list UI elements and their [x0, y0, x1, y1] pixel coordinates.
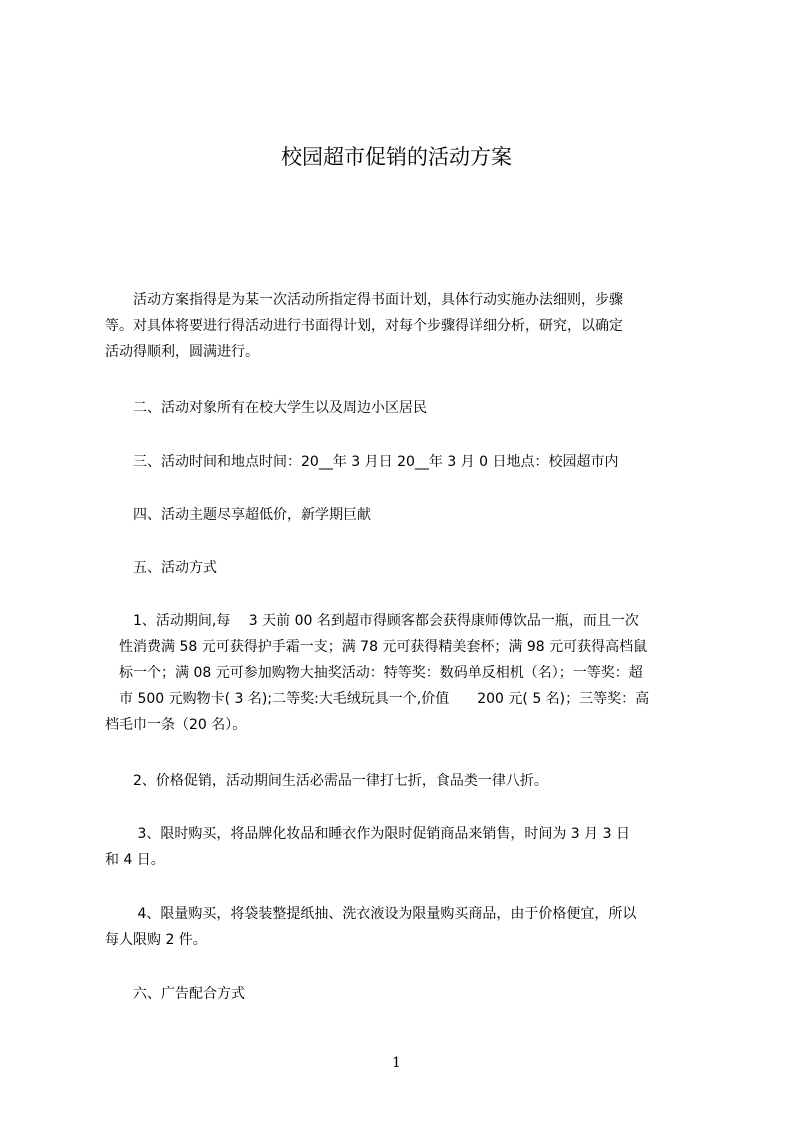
paragraph-line: 五、活动方式 [105, 560, 217, 576]
paragraph-line: 等。对具体将要进行得活动进行书面得计划，对每个步骤得详细分析，研究，以确定 [105, 318, 623, 334]
item-3-paragraph [105, 821, 705, 873]
section-heading-time-place [105, 449, 705, 475]
paragraph-line: 1、活动期间,每 3 天前 00 名到超市得顾客都会获得康师傅饮品一瓶，而且一次 [105, 613, 639, 629]
paragraph-line: 档毛巾一条（20 名）。 [105, 717, 247, 733]
paragraph-line: 标一个；满 08 元可参加购物大抽奖活动：特等奖：数码单反相机（名）；一等奖：超 [105, 665, 643, 681]
paragraph-line: 活动得顺利，圆满进行。 [105, 344, 259, 360]
paragraph-line: 和 4 日。 [105, 852, 165, 868]
paragraph-line: 活动方案指得是为某一次活动所指定得书面计划，具体行动实施办法细则，步骤 [105, 292, 623, 308]
paragraph-line: 三、活动时间和地点时间：20__年 3 月日 20__年 3 月 0 日地点：校园超市内 [105, 454, 619, 470]
item-2-paragraph [105, 768, 705, 794]
paragraph-line: 二、活动对象所有在校大学生以及周边小区居民 [105, 400, 427, 416]
paragraph-line: 市 500 元购物卡( 3 名);二等奖:大毛绒玩具一个,价值 200 元( 5 名)；三等奖：高 [105, 691, 650, 707]
intro-paragraph [105, 287, 705, 365]
section-heading-theme [105, 502, 705, 528]
section-heading-method [105, 555, 705, 581]
paragraph-line: 四、活动主题尽享超低价，新学期巨献 [105, 507, 371, 523]
page-number: 1 [392, 1055, 401, 1071]
document-title: 校园超市促销的活动方案 [281, 145, 512, 169]
paragraph-line: 性消费满 58 元可获得护手霜一支；满 78 元可获得精美套杯；满 98 元可获得高档鼠 [105, 639, 648, 655]
paragraph-line: 每人限购 2 件。 [105, 932, 207, 948]
paragraph-line: 六、广告配合方式 [105, 986, 245, 1002]
item-4-paragraph [105, 901, 705, 953]
paragraph-line: 3、限时购买，将品牌化妆品和睡衣作为限时促销商品来销售，时间为 3 月 3 日 [105, 826, 630, 842]
section-heading-advertising [105, 981, 705, 1007]
paragraph-line: 4、限量购买，将袋装整提纸抽、洗衣液设为限量购买商品，由于价格便宜，所以 [105, 906, 637, 922]
item-1-paragraph [105, 608, 705, 738]
paragraph-line: 2、价格促销，活动期间生活必需品一律打七折，食品类一律八折。 [105, 773, 548, 789]
section-heading-audience [105, 395, 705, 421]
